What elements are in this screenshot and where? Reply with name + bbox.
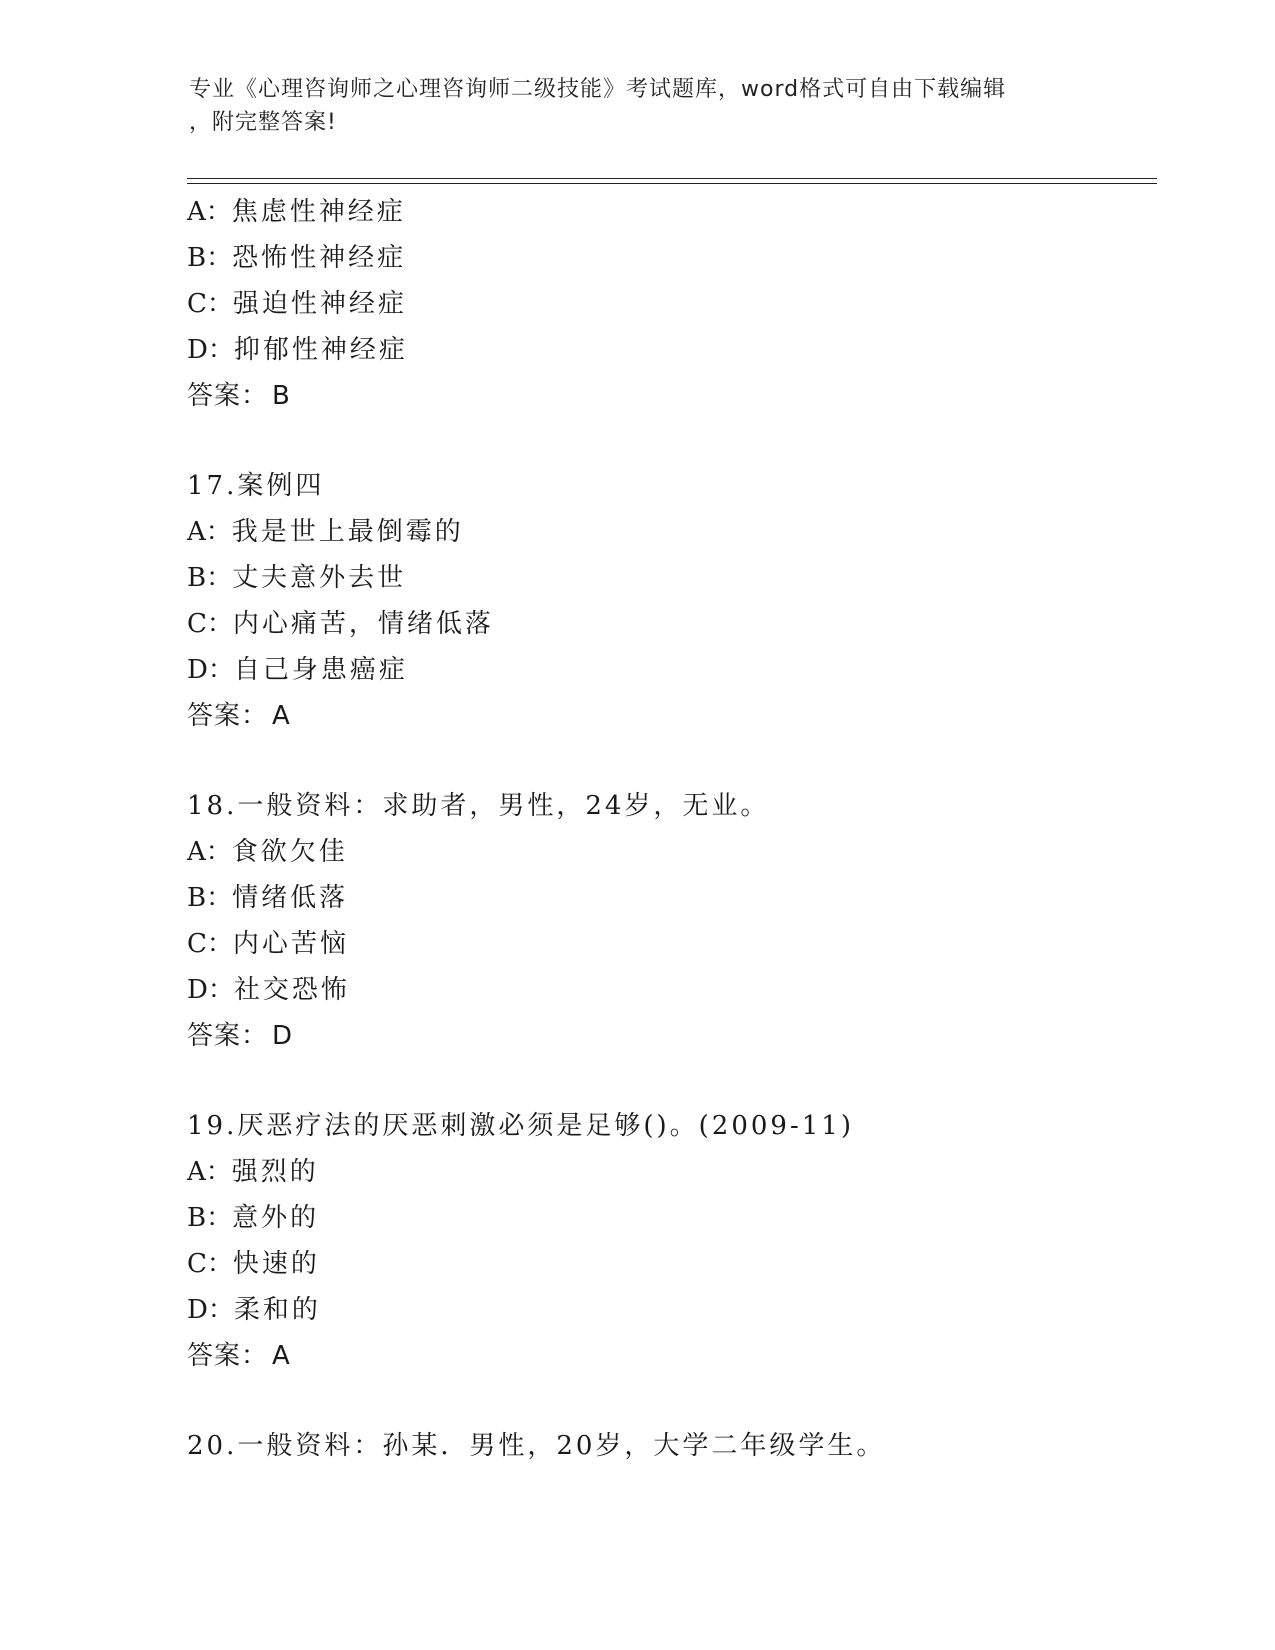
header-line-1: 专业《心理咨询师之心理咨询师二级技能》考试题库，word格式可自由下载编辑 xyxy=(189,77,1007,102)
answer-value: A xyxy=(272,701,291,731)
option-a: A：强烈的 xyxy=(187,1157,319,1187)
option-d: D：自己身患癌症 xyxy=(187,655,408,685)
answer-line: 答案： A xyxy=(187,1341,291,1371)
option-d: D：柔和的 xyxy=(187,1295,321,1325)
header-line-2: ，附完整答案! xyxy=(189,110,337,135)
question-block xyxy=(187,463,1147,739)
question-text: 20.一般资料：孙某．男性，20岁，大学二年级学生。 xyxy=(187,1431,886,1461)
question-block xyxy=(187,1103,1147,1379)
option-c: C：内心苦恼 xyxy=(187,929,349,959)
answer-value: A xyxy=(272,1341,291,1371)
question-text: 17.案例四 xyxy=(187,471,325,501)
header-divider-bottom xyxy=(187,183,1157,184)
answer-value: B xyxy=(272,381,291,411)
header-divider-top xyxy=(187,178,1157,179)
option-c: C：内心痛苦，情绪低落 xyxy=(187,609,494,639)
question-block xyxy=(187,1423,1147,1469)
document-header xyxy=(189,73,1069,139)
question-block xyxy=(187,783,1147,1059)
answer-line: 答案： D xyxy=(187,1021,294,1051)
answer-value: D xyxy=(272,1021,294,1051)
option-c: C：强迫性神经症 xyxy=(187,289,407,319)
answer-line: 答案： B xyxy=(187,381,291,411)
option-a: A：食欲欠佳 xyxy=(187,837,348,867)
option-b: B：丈夫意外去世 xyxy=(187,563,407,593)
question-block xyxy=(187,189,1147,419)
option-d: D：抑郁性神经症 xyxy=(187,335,408,365)
question-text: 18.一般资料：求助者，男性，24岁，无业。 xyxy=(187,791,770,821)
option-d: D：社交恐怖 xyxy=(187,975,350,1005)
option-b: B：意外的 xyxy=(187,1203,320,1233)
answer-line: 答案： A xyxy=(187,701,291,731)
question-list xyxy=(187,189,1147,1469)
option-b: B：情绪低落 xyxy=(187,883,349,913)
option-b: B：恐怖性神经症 xyxy=(187,243,407,273)
option-a: A：我是世上最倒霉的 xyxy=(187,517,464,547)
option-a: A：焦虑性神经症 xyxy=(187,197,406,227)
option-c: C：快速的 xyxy=(187,1249,320,1279)
question-text: 19.厌恶疗法的厌恶刺激必须是足够()。(2009-11) xyxy=(187,1111,854,1141)
